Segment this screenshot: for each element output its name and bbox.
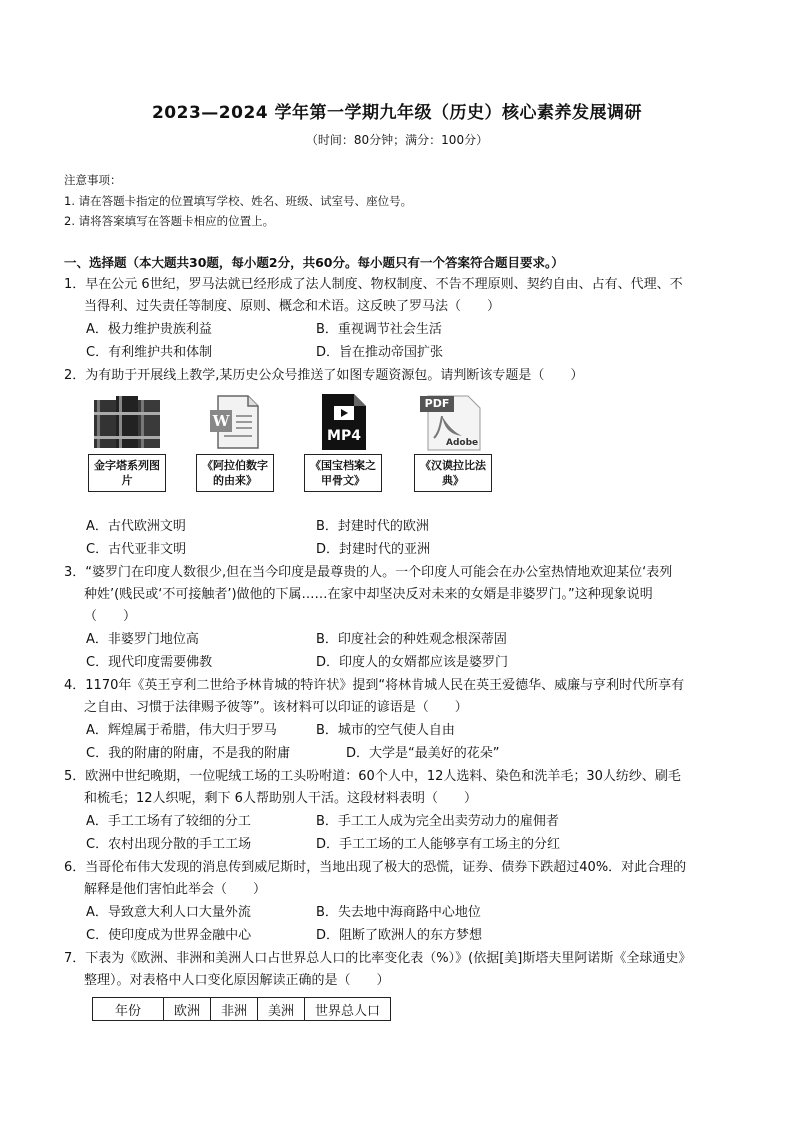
q1-option-c: C．有利维护共和体制 (86, 345, 213, 360)
resource-caption: 金字塔系列图片 (88, 454, 166, 492)
table-header-row (93, 998, 391, 1021)
q1-option-d: D．旨在推动帝国扩张 (316, 345, 444, 360)
q5-option-d: D．手工工场的工人能够享有工场主的分红 (316, 837, 561, 852)
table-header-cell: 世界总人口 (305, 998, 391, 1021)
section-heading: 一、选择题（本大题共30题，每小题2分，共60分。每小题只有一个答案符合题目要求。） (64, 255, 564, 270)
resource-caption: 《汉谟拉比法典》 (414, 454, 492, 492)
notice-item: 1. 请在答题卡指定的位置填写学校、姓名、班级、试室号、座位号。 (64, 194, 413, 208)
population-table (92, 997, 391, 1021)
table-header-cell: 非洲 (211, 998, 258, 1021)
question-1-text: 当得利、过失责任等制度、原则、概念和术语。这反映了罗马法（ ） (84, 299, 501, 314)
adobe-label: Adobe (446, 438, 479, 448)
question-3-text: （ ） (84, 609, 137, 624)
question-4-text: 4．1170年《英王亨利二世给予林肯城的特许状》提到“将林肯城人民在英王爱德华、威廉与亨利时代所享有 (64, 678, 685, 693)
question-6-text: 解释是他们害怕此举会（ ） (84, 882, 267, 897)
q6-option-a: A．导致意大利人口大量外流 (86, 905, 251, 920)
q6-option-b: B．失去地中海商路中心地位 (316, 905, 481, 920)
q2-option-c: C．古代亚非文明 (86, 542, 187, 557)
question-3-text: 种姓’(贱民或‘不可接触者’)做他的下属……在家中却坚决反对未来的女婿是非婆罗门。”这种现象说明 (84, 587, 653, 602)
resource-card (196, 392, 276, 494)
table-header-cell: 美洲 (258, 998, 305, 1021)
q4-option-c: C．我的附庸的附庸，不是我的附庸 (86, 746, 291, 761)
q2-option-a: A．古代欧洲文明 (86, 519, 186, 534)
notice-item: 2. 请将答案填写在答题卡相应的位置上。 (64, 214, 275, 228)
notice-heading: 注意事项： (64, 173, 122, 187)
word-document-icon (196, 392, 276, 452)
question-7-text: 整理）。对表格中人口变化原因解读正确的是（ ） (84, 973, 390, 988)
page-title: 2023—2024 学年第一学期九年级（历史）核心素养发展调研 (151, 103, 643, 123)
q4-option-a: A．辉煌属于希腊，伟大归于罗马 (86, 723, 277, 738)
q3-option-b: B．印度社会的种姓观念根深蒂固 (316, 632, 507, 647)
word-badge: W (212, 412, 230, 430)
q6-option-d: D．阻断了欧洲人的东方梦想 (316, 928, 483, 943)
question-3-text: 3．“婆罗门在印度人数很少,但在当今印度是最尊贵的人。一个印度人可能会在办公室热情地欢迎某位‘表列 (64, 565, 673, 580)
question-2-text: 2．为有助于开展线上教学,某历史公众号推送了如图专题资源包。请判断该专题是（ ） (64, 368, 584, 383)
question-5-text: 和梳毛；12人织呢，剩下 6人帮助别人干活。这段材料表明（ ） (84, 791, 477, 806)
question-6-text: 6．当哥伦布伟大发现的消息传到威尼斯时，当地出现了极大的恐慌，证券、债券下跌超过40%．对此合理的 (64, 860, 687, 875)
question-5-text: 5．欧洲中世纪晚期，一位呢绒工场的工头吩咐道：60个人中，12人选料、染色和洗羊毛；30人纺纱、刷毛 (64, 769, 681, 784)
mp4-badge: MP4 (327, 428, 361, 444)
q3-option-d: D．印度人的女婿都应该是婆罗门 (316, 655, 509, 670)
question-1-text: 1．早在公元 6世纪，罗马法就已经形成了法人制度、物权制度、不告不理原则、契约自由、占有、代理、不 (64, 277, 683, 292)
table-header-cell: 年份 (93, 998, 164, 1021)
resource-caption: 《国宝档案之甲骨文》 (304, 454, 382, 492)
table-header-cell: 欧洲 (164, 998, 211, 1021)
q3-option-c: C．现代印度需要佛教 (86, 655, 213, 670)
q5-option-c: C．农村出现分散的手工工场 (86, 837, 252, 852)
resource-card (304, 392, 384, 494)
page-subtitle: （时间：80分钟；满分：100分） (305, 133, 489, 147)
resource-caption: 《阿拉伯数字的由来》 (196, 454, 274, 492)
resource-card (414, 392, 494, 494)
q2-option-b: B．封建时代的欧洲 (316, 519, 429, 534)
q4-option-d: D．大学是“最美好的花朵” (346, 746, 500, 761)
q4-option-b: B．城市的空气使人自由 (316, 723, 455, 738)
resource-card (88, 392, 168, 494)
q5-option-b: B．手工工人成为完全出卖劳动力的雇佣者 (316, 814, 559, 829)
question-7-text: 7．下表为《欧洲、非洲和美洲人口占世界总人口的比率变化表（%）》(依据[美]斯塔夫里阿诺斯《全球通史》 (64, 951, 692, 966)
q1-option-a: A．极力维护贵族利益 (86, 322, 212, 337)
question-4-text: 之自由、习惯于法律赐予彼等”。该材料可以印证的谚语是（ ） (84, 700, 468, 715)
pdf-badge: PDF (424, 397, 450, 410)
books-icon (88, 392, 168, 452)
q6-option-c: C．使印度成为世界金融中心 (86, 928, 252, 943)
q3-option-a: A．非婆罗门地位高 (86, 632, 199, 647)
q5-option-a: A．手工工场有了较细的分工 (86, 814, 251, 829)
q2-option-d: D．封建时代的亚洲 (316, 542, 431, 557)
q1-option-b: B．重视调节社会生活 (316, 322, 442, 337)
